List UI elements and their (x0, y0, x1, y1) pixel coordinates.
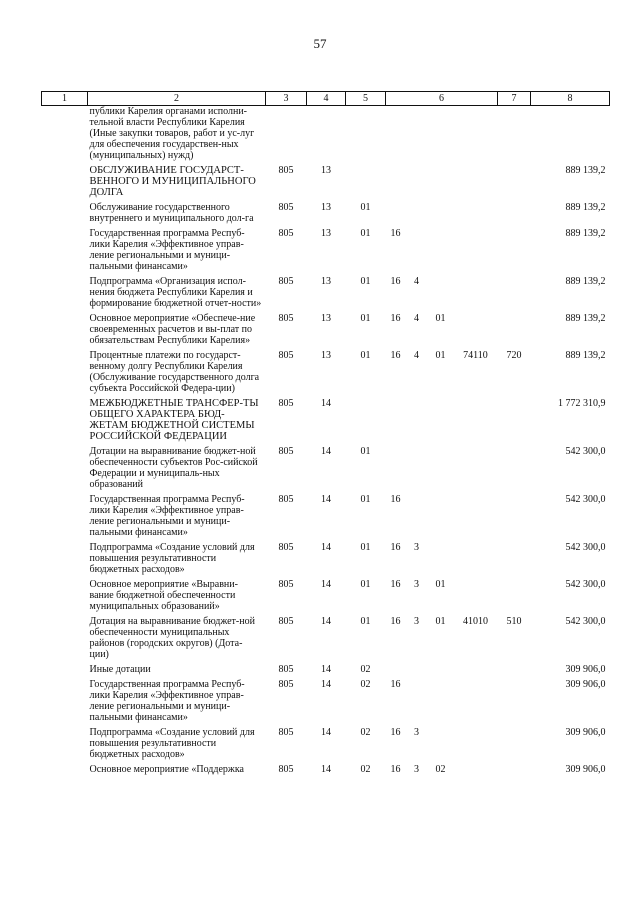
cell-amount: 889 139,2 (565, 313, 606, 324)
table-row (42, 165, 610, 202)
cell-target-article (386, 398, 498, 446)
cell-c5 (346, 165, 386, 202)
cell-target-article (386, 542, 498, 579)
row-number-cell (42, 542, 88, 579)
target-article-part-c6c: 01 (435, 579, 446, 590)
cell-amount: 309 906,0 (565, 727, 606, 738)
table-row (42, 616, 610, 664)
cell-expense-type (498, 446, 531, 494)
row-name: Дотации на выравнивание бюджет-ной обеспеченности субъектов Рос-сийской Федерации и муниципаль-ных образований (89, 446, 258, 490)
row-name: Основное мероприятие «Поддержка (89, 764, 244, 775)
row-number-cell (42, 494, 88, 542)
table-row (42, 542, 610, 579)
target-article-part-c6d (454, 494, 498, 505)
cell-expense-type (498, 202, 531, 228)
cell-expense-type (498, 542, 531, 579)
cell-target-article (386, 579, 498, 616)
cell-amount: 309 906,0 (565, 664, 606, 675)
target-article-part-c6d (454, 276, 498, 287)
header-col-1: 1 (42, 92, 88, 106)
target-article-part-c6c: 02 (435, 764, 446, 775)
row-name: Дотация на выравнивание бюджет-ной обеспеченности муниципальных районов (городских округов) (Дота-ции) (89, 616, 255, 660)
row-name: Основное мероприятие «Обеспече-ние своевременных расчетов и вы-плат по обязательствам Республики Карелия» (89, 313, 256, 346)
table-row (42, 276, 610, 313)
cell-c4: 14 (321, 494, 331, 505)
cell-target-article (386, 664, 498, 679)
target-article-part-c6b (406, 494, 428, 505)
cell-amount: 542 300,0 (565, 542, 606, 553)
cell-target-article (386, 228, 498, 276)
cell-c5: 01 (360, 616, 371, 627)
cell-target-article (386, 276, 498, 313)
target-article-part-c6a: 16 (390, 679, 401, 690)
cell-c5: 02 (360, 727, 371, 738)
cell-c3: 805 (278, 228, 294, 239)
table-row (42, 494, 610, 542)
cell-c5: 01 (360, 202, 371, 213)
row-number-cell (42, 165, 88, 202)
row-name: Государственная программа Респуб-лики Карелия «Эффективное управ-ление региональными и муници-пальными финансами» (89, 228, 245, 272)
cell-c3: 805 (278, 494, 294, 505)
target-article-part-c6b (406, 228, 428, 239)
header-col-2: 2 (88, 92, 266, 106)
row-number-cell (42, 616, 88, 664)
target-article-part-c6b: 3 (414, 764, 419, 775)
row-number-cell (42, 446, 88, 494)
cell-c3: 805 (278, 542, 294, 553)
cell-amount: 1 772 310,9 (558, 398, 606, 409)
cell-c5: 01 (360, 228, 371, 239)
target-article-part-c6a: 16 (390, 494, 401, 505)
cell-c4: 14 (321, 764, 331, 775)
cell-expense-type (498, 664, 531, 679)
row-name: Государственная программа Респуб-лики Карелия «Эффективное управ-ление региональными и муници-пальными финансами» (89, 679, 245, 723)
cell-c5: 02 (360, 664, 371, 675)
table-row (42, 202, 610, 228)
cell-amount: 309 906,0 (565, 679, 606, 690)
cell-amount: 889 139,2 (565, 165, 606, 176)
cell-expense-type (498, 398, 531, 446)
cell-amount: 309 906,0 (565, 764, 606, 775)
cell-c3: 805 (278, 398, 294, 409)
cell-expense-type (498, 276, 531, 313)
target-article-part-c6c (428, 542, 454, 553)
row-name: Государственная программа Респуб-лики Карелия «Эффективное управ-ление региональными и муници-пальными финансами» (89, 494, 245, 538)
cell-amount: 542 300,0 (565, 579, 606, 590)
cell-c3: 805 (278, 446, 294, 457)
cell-expense-type (498, 165, 531, 202)
budget-table (41, 91, 610, 779)
target-article-part-c6c (428, 727, 454, 738)
table-row (42, 764, 610, 779)
cell-target-article (386, 727, 498, 764)
cell-expense-type (498, 764, 531, 779)
cell-c5: 01 (360, 446, 371, 457)
cell-amount: 889 139,2 (565, 202, 606, 213)
cell-c4: 14 (321, 398, 331, 409)
header-row (42, 92, 610, 106)
table-row (42, 228, 610, 276)
cell-amount: 889 139,2 (565, 228, 606, 239)
target-article-part-c6c (428, 228, 454, 239)
cell-c4: 14 (321, 446, 331, 457)
target-article-part-c6c: 01 (435, 616, 446, 627)
cell-c5: 01 (360, 494, 371, 505)
cell-c3: 805 (278, 664, 294, 675)
row-name: публики Карелия органами исполни-тельной власти Республики Карелия (Иные закупки товаров, работ и ус-луг для обеспечения государствен-ных (муниципальных) нужд) (89, 106, 255, 161)
cell-target-article (386, 202, 498, 228)
cell-c4: 13 (321, 165, 331, 176)
row-number-cell (42, 664, 88, 679)
target-article-part-c6a: 16 (390, 727, 401, 738)
target-article-part-c6a: 16 (390, 616, 401, 627)
target-article-part-c6d (454, 579, 498, 590)
cell-amount: 542 300,0 (565, 446, 606, 457)
target-article-part-c6b: 3 (414, 616, 419, 627)
header-col-3: 3 (266, 92, 307, 106)
cell-expense-type (498, 494, 531, 542)
cell-c3: 805 (278, 616, 294, 627)
header-col-5: 5 (346, 92, 386, 106)
target-article-part-c6c (428, 276, 454, 287)
table-row (42, 313, 610, 350)
target-article-part-c6c: 01 (435, 313, 446, 324)
header-col-7: 7 (498, 92, 531, 106)
cell-c5 (346, 106, 386, 166)
cell-c5: 01 (360, 542, 371, 553)
target-article-part-c6b: 3 (414, 579, 419, 590)
cell-c4: 14 (321, 616, 331, 627)
table-body (42, 106, 610, 780)
cell-c3: 805 (278, 350, 294, 361)
target-article-part-c6b: 4 (414, 276, 419, 287)
row-name: Иные дотации (89, 664, 151, 675)
row-name: Подпрограмма «Создание условий для повышения результативности бюджетных расходов» (89, 727, 255, 760)
cell-c5: 01 (360, 276, 371, 287)
budget-table-container (41, 91, 609, 779)
cell-c3: 805 (278, 276, 294, 287)
cell-c3: 805 (278, 679, 294, 690)
cell-target-article (386, 764, 498, 779)
cell-amount: 542 300,0 (565, 494, 606, 505)
cell-c3 (266, 106, 307, 166)
row-number-cell (42, 276, 88, 313)
cell-expense-type: 510 (506, 616, 522, 627)
cell-c3: 805 (278, 764, 294, 775)
page-number: 57 (313, 36, 327, 51)
target-article-part-c6c: 01 (435, 350, 446, 361)
cell-amount: 889 139,2 (565, 276, 606, 287)
cell-target-article (386, 679, 498, 727)
row-name: МЕЖБЮДЖЕТНЫЕ ТРАНСФЕР-ТЫ ОБЩЕГО ХАРАКТЕРА БЮД-ЖЕТАМ БЮДЖЕТНОЙ СИСТЕМЫ РОССИЙСКОЙ ФЕДЕРАЦИИ (89, 398, 259, 442)
target-article-part-c6d (454, 542, 498, 553)
cell-amount: 542 300,0 (565, 616, 606, 627)
cell-amount (531, 106, 610, 166)
cell-c3: 805 (278, 727, 294, 738)
target-article-part-c6a: 16 (390, 350, 401, 361)
cell-c5: 01 (360, 350, 371, 361)
cell-c4: 13 (321, 313, 331, 324)
row-number-cell (42, 228, 88, 276)
target-article-part-c6d (454, 228, 498, 239)
cell-c4: 13 (321, 350, 331, 361)
target-article-part-c6d: 74110 (463, 350, 488, 361)
target-article-part-c6a: 16 (390, 542, 401, 553)
target-article-part-c6b: 4 (414, 350, 419, 361)
target-article-part-c6a: 16 (390, 764, 401, 775)
cell-expense-type (498, 727, 531, 764)
header-col-4: 4 (307, 92, 346, 106)
target-article-part-c6d (454, 313, 498, 324)
cell-expense-type (498, 579, 531, 616)
cell-c4: 14 (321, 579, 331, 590)
row-name: Процентные платежи по государст-венному долгу Республики Карелия (Обслуживание государственного долга субъекта Российской Федера-ции) (89, 350, 260, 394)
cell-c3: 805 (278, 313, 294, 324)
table-row (42, 664, 610, 679)
cell-target-article (386, 350, 498, 398)
target-article-part-c6d: 41010 (463, 616, 488, 627)
target-article-part-c6d (454, 764, 498, 775)
cell-c3: 805 (278, 579, 294, 590)
cell-c4: 13 (321, 276, 331, 287)
row-number-cell (42, 350, 88, 398)
cell-c3: 805 (278, 165, 294, 176)
target-article-part-c6c (428, 494, 454, 505)
cell-c5: 02 (360, 679, 371, 690)
cell-c4: 13 (321, 228, 331, 239)
header-col-6: 6 (386, 92, 498, 106)
cell-c4: 14 (321, 727, 331, 738)
row-number-cell (42, 579, 88, 616)
row-name: Основное мероприятие «Выравни-вание бюджетной обеспеченности муниципальных образований» (89, 579, 238, 612)
target-article-part-c6a: 16 (390, 579, 401, 590)
table-row (42, 106, 610, 166)
row-name: Подпрограмма «Организация испол-нения бюджета Республики Карелия и формирование бюджетной отчет-ности» (89, 276, 262, 309)
cell-c5: 01 (360, 313, 371, 324)
target-article-part-c6a: 16 (390, 228, 401, 239)
table-row (42, 727, 610, 764)
table-row (42, 398, 610, 446)
target-article-part-c6a: 16 (390, 313, 401, 324)
cell-c5 (346, 398, 386, 446)
row-name: ОБСЛУЖИВАНИЕ ГОСУДАРСТ-ВЕННОГО И МУНИЦИПАЛЬНОГО ДОЛГА (89, 165, 256, 198)
target-article-part-c6a: 16 (390, 276, 401, 287)
cell-target-article (386, 616, 498, 664)
cell-c4: 14 (321, 679, 331, 690)
target-article-part-c6b: 4 (414, 313, 419, 324)
cell-c4 (307, 106, 346, 166)
row-number-cell (42, 679, 88, 727)
table-row (42, 679, 610, 727)
row-name: Обслуживание государственного внутреннего и муниципального дол-га (89, 202, 254, 224)
cell-expense-type: 720 (506, 350, 522, 361)
cell-c4: 14 (321, 542, 331, 553)
cell-target-article (386, 106, 498, 166)
row-number-cell (42, 313, 88, 350)
cell-expense-type (498, 679, 531, 727)
cell-target-article (386, 165, 498, 202)
cell-c5: 02 (360, 764, 371, 775)
target-article-part-c6b: 3 (414, 542, 419, 553)
cell-c5: 01 (360, 579, 371, 590)
target-article-part-c6b: 3 (414, 727, 419, 738)
target-article-part-c6d (454, 679, 498, 690)
table-row (42, 446, 610, 494)
cell-amount: 889 139,2 (565, 350, 606, 361)
row-number-cell (42, 398, 88, 446)
cell-target-article (386, 494, 498, 542)
cell-c3: 805 (278, 202, 294, 213)
cell-target-article (386, 313, 498, 350)
target-article-part-c6b (406, 679, 428, 690)
header-col-8: 8 (531, 92, 610, 106)
row-number-cell (42, 106, 88, 166)
table-row (42, 350, 610, 398)
cell-c4: 13 (321, 202, 331, 213)
row-number-cell (42, 727, 88, 764)
row-number-cell (42, 764, 88, 779)
cell-expense-type (498, 228, 531, 276)
target-article-part-c6d (454, 727, 498, 738)
row-number-cell (42, 202, 88, 228)
cell-c4: 14 (321, 664, 331, 675)
cell-expense-type (498, 106, 531, 166)
table-row (42, 579, 610, 616)
target-article-part-c6c (428, 679, 454, 690)
cell-target-article (386, 446, 498, 494)
row-name: Подпрограмма «Создание условий для повышения результативности бюджетных расходов» (89, 542, 255, 575)
cell-expense-type (498, 313, 531, 350)
